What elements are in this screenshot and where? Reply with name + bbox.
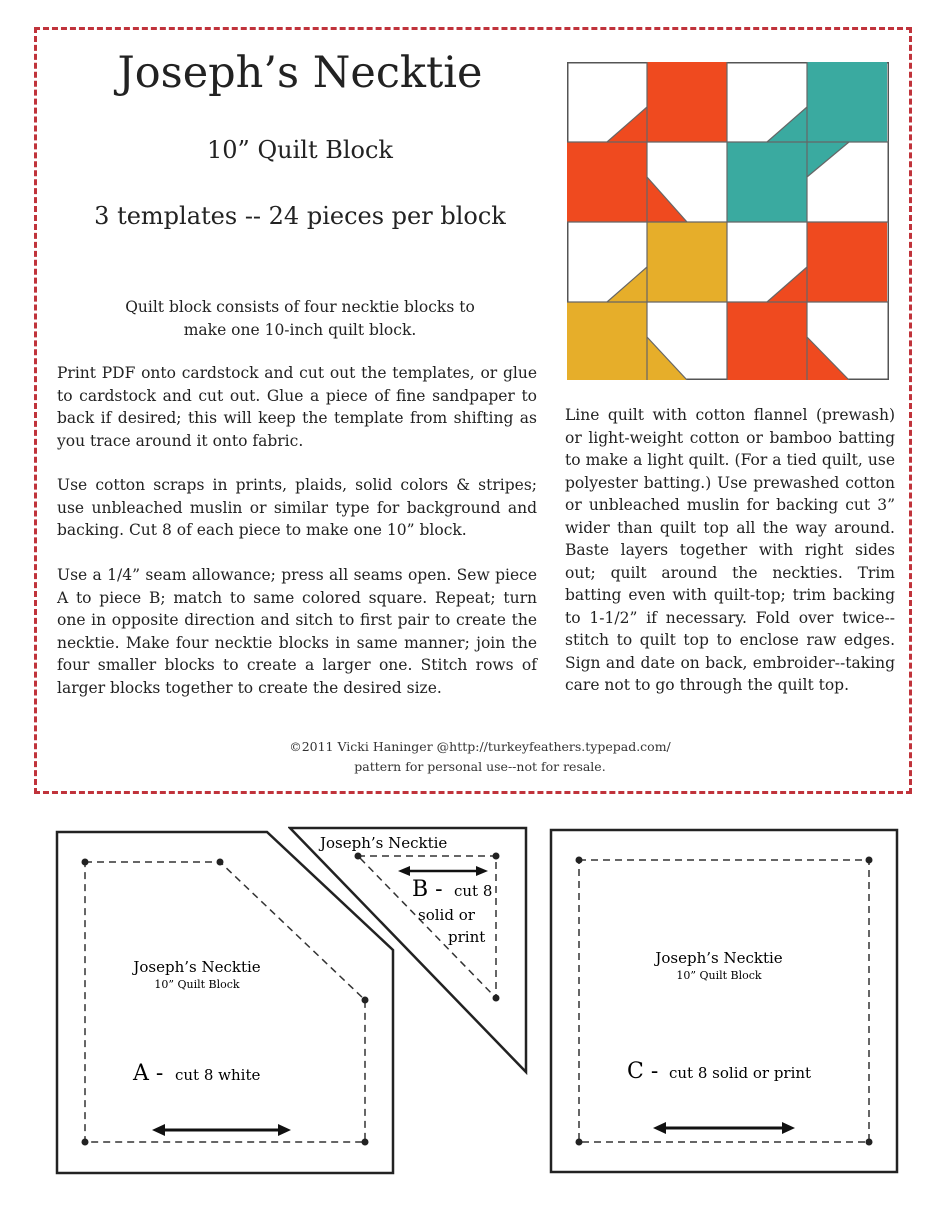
- fabric-paragraph: Use cotton scraps in prints, plaids, solid colors & stripes; use unbleached muslin or similar type for background and backing. Cut 8 of each piece to make one 10” block.: [57, 476, 537, 539]
- template-a-label: Joseph’s Necktie: [133, 958, 261, 976]
- template-b-label: Joseph’s Necktie: [320, 834, 448, 852]
- sewing-paragraph: Use a 1/4” seam allowance; press all seams open. Sew piece A to piece B; match to same colored square. Repeat; turn one in opposite direction and sitch to first pair to create the necktie. Make four necktie blocks in same manner; join the four smaller blocks to create a larger one. Stitch rows of larger blocks together to create the desired size.: [57, 566, 537, 697]
- finishing-paragraph: Line quilt with cotton flannel (prewash) or light-weight cotton or bamboo batting to make a light quilt. (For a tied quilt, use polyester batting.) Use prewashed cotton or unbleached muslin for backing cut 3” wider than quilt top all the way around. Baste layers together with right sides out; quilt around the neckties. Trim batting even with quilt-top; trim backing to 1-1/2” if necessary. Fold over twice--stitch to quilt top to enclose raw edges. Sign and date on back, embroider--taking care not to go through the quilt top.: [565, 406, 895, 694]
- template-a-sublabel: 10” Quilt Block: [154, 978, 240, 991]
- template-c-label: Joseph’s Necktie: [655, 949, 783, 967]
- print-paragraph: Print PDF onto cardstock and cut out the templates, or glue to cardstock and cut out. Glue a piece of fine sandpaper to back if desired; this will keep the template from shifting as you trace around it onto fabric.: [57, 364, 537, 450]
- templates-summary: 3 templates -- 24 pieces per block: [94, 202, 506, 230]
- template-b: [288, 826, 530, 1076]
- template-a-letter: A -: [133, 1061, 164, 1086]
- template-b-instruction-1: cut 8: [454, 882, 493, 900]
- copyright-notice: [220, 737, 740, 777]
- quilt-block-illustration: [567, 62, 889, 380]
- template-c-letter: C -: [627, 1059, 659, 1084]
- intro-paragraph: [100, 296, 500, 341]
- template-b-instruction-2: solid or: [418, 906, 475, 924]
- page-title: Joseph’s Necktie: [117, 48, 483, 98]
- intro-line-2: make one 10-inch quilt block.: [183, 320, 417, 339]
- copyright-line: ©2011 Vicki Haninger @http://turkeyfeathers.typepad.com/: [289, 739, 671, 754]
- template-b-letter: B -: [412, 877, 443, 902]
- template-c-instruction: cut 8 solid or print: [669, 1064, 812, 1082]
- template-a-instruction: cut 8 white: [175, 1066, 261, 1084]
- template-b-instruction-3: print: [448, 928, 486, 946]
- page-subtitle: 10” Quilt Block: [207, 136, 393, 164]
- intro-line-1: Quilt block consists of four necktie blocks to: [125, 298, 475, 316]
- template-c: [549, 828, 899, 1174]
- template-c-sublabel: 10” Quilt Block: [676, 969, 762, 982]
- license-line: pattern for personal use--not for resale.: [354, 759, 606, 774]
